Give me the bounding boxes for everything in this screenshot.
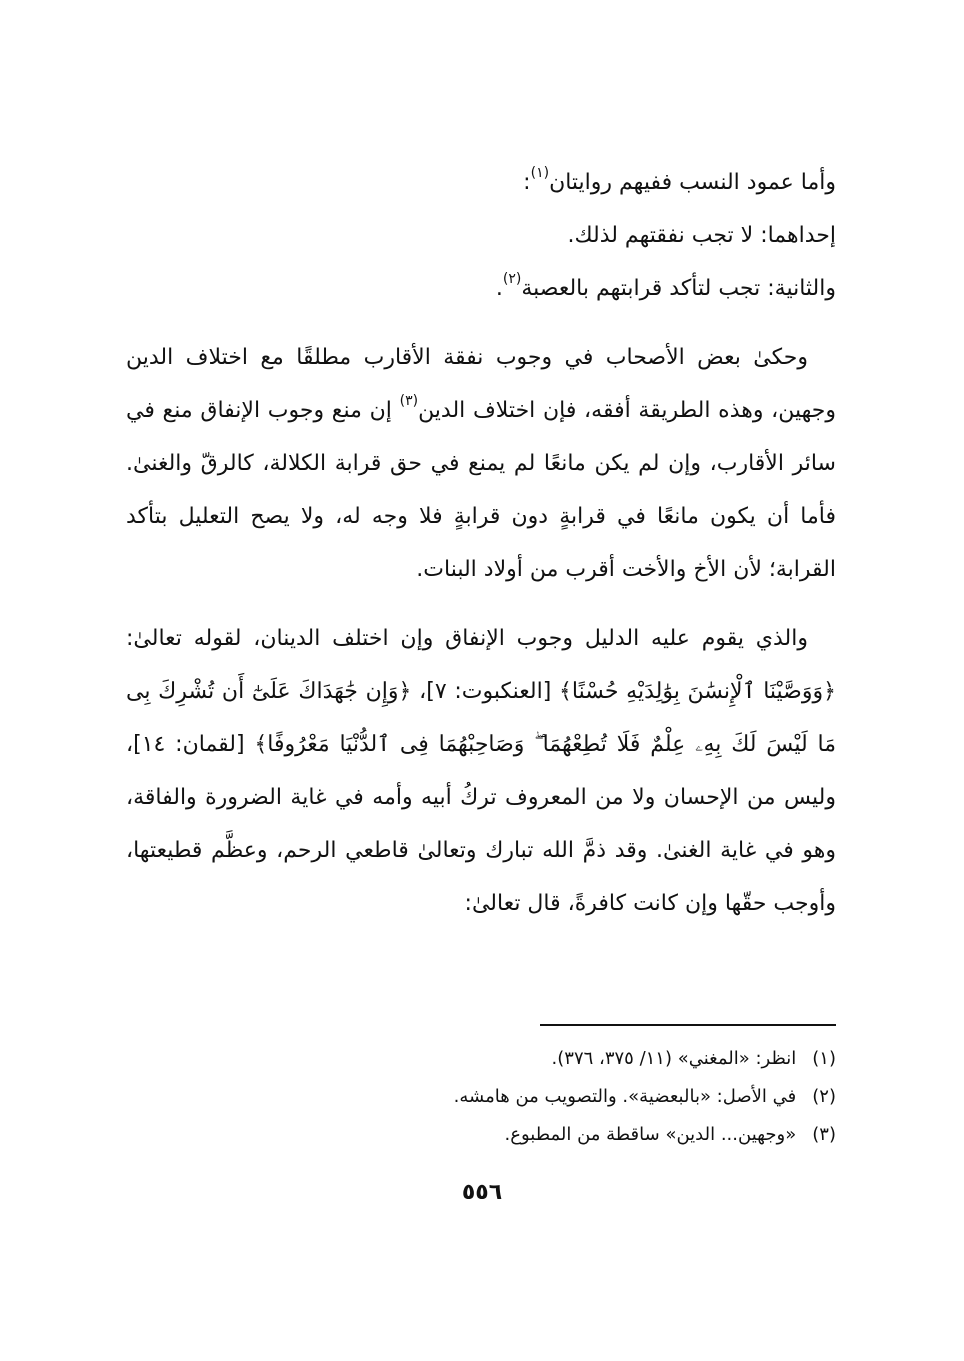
footnote-1-text: انظر: «المغني» (١١/ ٣٧٥، ٣٧٦). bbox=[551, 1048, 797, 1069]
paragraph-5 bbox=[126, 612, 836, 930]
footnote-3-text: «وجهين... الدين» ساقطة من المطبوع. bbox=[504, 1124, 797, 1145]
quran-verse-2: ﴿وَإِن جَٰهَدَاكَ عَلَىٰٓ أَن تُشْرِكَ بِى مَا لَيْسَ لَكَ بِهِۦ عِلْمٌ فَلَا تُطِعْهُمَا ۖ وَصَاحِبْهُمَا فِى ٱلدُّنْيَا مَعْرُوفًا﴾ bbox=[126, 679, 836, 757]
paragraph-1-text: وأما عمود النسب ففيهم روايتان bbox=[549, 170, 836, 195]
paragraph-4-part2: إن منع وجوب الإنفاق منع في سائر الأقارب، وإن لم يكن مانعًا لم يمنع في حق قرابة الكلالة، كالرقّ والغنىٰ. فأما أن يكون مانعًا في قرابةٍ دون قرابةٍ فلا وجه له، ولا يصح التعليل بتأكد القرابة؛ لأن الأخ والأخت أقرب من أولاد البنات. bbox=[126, 398, 836, 582]
footnote-1-number: (١) bbox=[812, 1048, 836, 1069]
footnote-2-number: (٢) bbox=[812, 1086, 836, 1107]
paragraph-2: إحداهما: لا تجب نفقتهم لذلك. bbox=[567, 223, 836, 248]
paragraph-5-intro: والذي يقوم عليه الدليل وجوب الإنفاق وإن اختلف الدينان، لقوله تعالىٰ: bbox=[126, 626, 808, 651]
page-number: ٥٥٦ bbox=[461, 1180, 503, 1205]
paragraph-4-part1: وحكىٰ بعض الأصحاب في وجوب نفقة الأقارب مطلقًا مع اختلاف الدين وجهين، وهذه الطريقة أفقه، فإن اختلاف الدين bbox=[126, 345, 837, 423]
citation-ankabut: [العنكبوت: ٧]، bbox=[411, 679, 559, 704]
footnote-3 bbox=[126, 1116, 836, 1154]
footnote-2 bbox=[126, 1078, 836, 1116]
paragraph-3-text: والثانية: تجب لتأكد قرابتهم بالعصبة bbox=[521, 276, 836, 301]
footnote-divider bbox=[540, 1024, 836, 1026]
paragraph-5-rest: ، وليس من الإحسان ولا من المعروف تركُ أبيه وأمه في غاية الضرورة والفاقة، وهو في غاية الغنىٰ. وقد ذمَّ الله تبارك وتعالىٰ قاطعي الرحم، وعظَّم قطيعتها، وأوجب حقّها وإن كانت كافرةً، قال تعالىٰ: bbox=[126, 732, 836, 916]
paragraph-4 bbox=[126, 331, 836, 596]
footnote-ref-3[interactable]: (٣) bbox=[399, 392, 419, 409]
footnote-1 bbox=[126, 1040, 836, 1078]
quran-verse-1: ﴿وَوَصَّيْنَا ٱلْإِنسَٰنَ بِوَٰلِدَيْهِ حُسْنًا﴾ bbox=[559, 679, 836, 704]
footnotes bbox=[126, 1040, 836, 1154]
paragraph-3 bbox=[126, 262, 836, 315]
paragraph-1 bbox=[126, 156, 836, 209]
footnote-2-text: في الأصل: «بالبعضية». والتصويب من هامشه. bbox=[453, 1086, 797, 1107]
citation-luqman: [لقمان: ١٤] bbox=[133, 732, 255, 757]
footnote-ref-1[interactable]: (١) bbox=[530, 164, 550, 181]
footnote-3-number: (٣) bbox=[812, 1124, 836, 1145]
paragraph-1-tail: : bbox=[523, 170, 531, 195]
main-text bbox=[126, 156, 836, 930]
footnote-ref-2[interactable]: (٢) bbox=[502, 270, 522, 287]
paragraph-3-tail: . bbox=[495, 276, 503, 301]
